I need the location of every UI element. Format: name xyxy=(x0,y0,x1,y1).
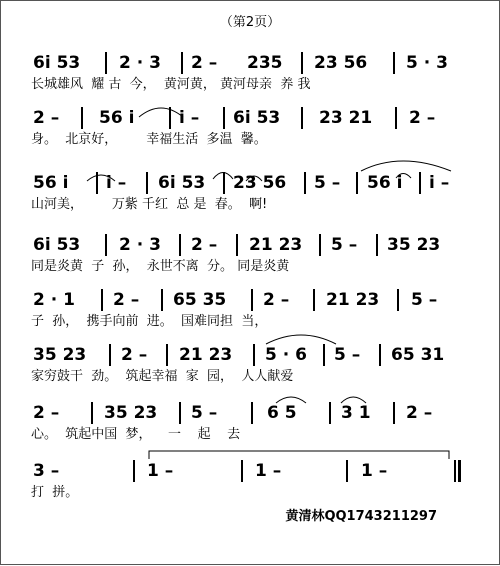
lyrics-line: 子 孙， 携手向前 进。 国难同担 当， xyxy=(31,314,268,329)
bar-line xyxy=(166,344,168,366)
measure: 6i 53 xyxy=(158,173,206,193)
measure: 23 56 xyxy=(233,173,287,193)
measure: 35 23 xyxy=(33,345,87,365)
bar-line xyxy=(323,344,325,366)
measure: 2 – xyxy=(406,403,433,423)
measure: 2 · 1 xyxy=(33,290,75,310)
measure: 5 · 6 xyxy=(265,345,307,365)
bar-line xyxy=(397,289,399,311)
measure: 2 – xyxy=(33,403,60,423)
melody-line xyxy=(1,457,500,483)
bar-line xyxy=(169,107,171,129)
measure: i – xyxy=(106,173,127,193)
bar-line xyxy=(96,172,98,194)
measure: 2 – xyxy=(191,235,218,255)
measure: 235 xyxy=(247,53,283,73)
measure: 35 23 xyxy=(387,235,441,255)
bar-line xyxy=(319,234,321,256)
measure: 21 23 xyxy=(249,235,303,255)
measure: 2 · 3 xyxy=(119,235,161,255)
lyrics-line: 家穷鼓干 劲。 筑起幸福 家 园， 人人献爱 xyxy=(31,369,294,384)
bar-line xyxy=(419,172,421,194)
melody-line xyxy=(1,169,500,195)
bar-line xyxy=(81,107,83,129)
measure: 21 23 xyxy=(179,345,233,365)
measure: 2 – xyxy=(263,290,290,310)
measure: 56 i xyxy=(367,173,403,193)
measure: 5 – xyxy=(191,403,218,423)
score-line-6 xyxy=(1,341,500,391)
measure: 65 31 xyxy=(391,345,445,365)
bar-line xyxy=(329,402,331,424)
melody-line xyxy=(1,399,500,425)
measure: 3 1 xyxy=(341,403,371,423)
measure: 2 – xyxy=(33,108,60,128)
measure: 1 – xyxy=(255,461,282,481)
melody-line xyxy=(1,49,500,75)
lyrics-line: 长城雄风 耀 古 今， 黄河黄， 黄河母亲 养 我 xyxy=(31,77,311,92)
lyrics-line: 打 拼。 xyxy=(31,485,79,500)
score-line-3 xyxy=(1,169,500,219)
melody-line xyxy=(1,286,500,312)
score-line-8 xyxy=(1,457,500,507)
bar-line xyxy=(379,344,381,366)
bar-line xyxy=(223,107,225,129)
bar-line xyxy=(179,234,181,256)
measure: 2 – xyxy=(121,345,148,365)
score-line-7 xyxy=(1,399,500,449)
bar-line xyxy=(393,52,395,74)
measure: i – xyxy=(429,173,450,193)
bar-line xyxy=(253,344,255,366)
bar-line xyxy=(301,107,303,129)
arranger-credit: 黄清林QQ1743211297 xyxy=(285,509,437,524)
melody-line xyxy=(1,231,500,257)
bar-line xyxy=(393,402,395,424)
bar-line xyxy=(105,234,107,256)
measure: 2 – xyxy=(409,108,436,128)
measure: 23 56 xyxy=(314,53,368,73)
bar-line xyxy=(181,52,183,74)
bar-line xyxy=(313,289,315,311)
bar-line xyxy=(146,172,148,194)
measure: 6i 53 xyxy=(33,235,81,255)
bar-line xyxy=(101,289,103,311)
measure: 5 – xyxy=(314,173,341,193)
lyrics-line: 同是炎黄 子 孙， 永世不离 分。 同是炎黄 xyxy=(31,259,290,274)
bar-line xyxy=(395,107,397,129)
measure: 56 i xyxy=(99,108,135,128)
measure: 2 – xyxy=(191,53,218,73)
measure: 5 – xyxy=(411,290,438,310)
lyrics-line: 心。 筑起中国 梦， 一 起 去 xyxy=(31,427,241,442)
measure: 3 – xyxy=(33,461,60,481)
melody-line xyxy=(1,341,500,367)
bar-line xyxy=(236,234,238,256)
measure: 2 – xyxy=(113,290,140,310)
measure: 23 21 xyxy=(319,108,373,128)
bar-line xyxy=(376,234,378,256)
measure: 6i 53 xyxy=(33,53,81,73)
bar-line xyxy=(161,289,163,311)
bar-line xyxy=(179,402,181,424)
score-line-4 xyxy=(1,231,500,281)
lyrics-line: 山河美， 万紫 千红 总 是 春。 啊! xyxy=(31,197,268,212)
bar-line xyxy=(454,460,456,482)
measure: 6i 53 xyxy=(233,108,281,128)
lyrics-line: 身。 北京好， 幸福生活 多温 馨。 xyxy=(31,132,267,147)
score-line-1 xyxy=(1,49,500,99)
bar-line xyxy=(91,402,93,424)
measure: 5 · 3 xyxy=(406,53,448,73)
measure: 1 – xyxy=(147,461,174,481)
page-label: （第2页） xyxy=(219,15,281,30)
bar-line xyxy=(223,172,225,194)
final-bar-line xyxy=(458,460,461,482)
score-line-2 xyxy=(1,104,500,154)
bar-line xyxy=(346,460,348,482)
measure: i – xyxy=(179,108,200,128)
melody-line xyxy=(1,104,500,130)
bar-line xyxy=(133,460,135,482)
measure: 35 23 xyxy=(104,403,158,423)
measure: 5 – xyxy=(331,235,358,255)
bar-line xyxy=(356,172,358,194)
measure: 1 – xyxy=(361,461,388,481)
bar-line xyxy=(251,402,253,424)
bar-line xyxy=(301,52,303,74)
measure: 6 5 xyxy=(267,403,297,423)
measure: 2 · 3 xyxy=(119,53,161,73)
measure: 56 i xyxy=(33,173,69,193)
measure: 5 – xyxy=(334,345,361,365)
bar-line xyxy=(109,344,111,366)
score-line-5 xyxy=(1,286,500,336)
bar-line xyxy=(304,172,306,194)
bar-line xyxy=(241,460,243,482)
bar-line xyxy=(251,289,253,311)
measure: 21 23 xyxy=(326,290,380,310)
bar-line xyxy=(105,52,107,74)
measure: 65 35 xyxy=(173,290,227,310)
